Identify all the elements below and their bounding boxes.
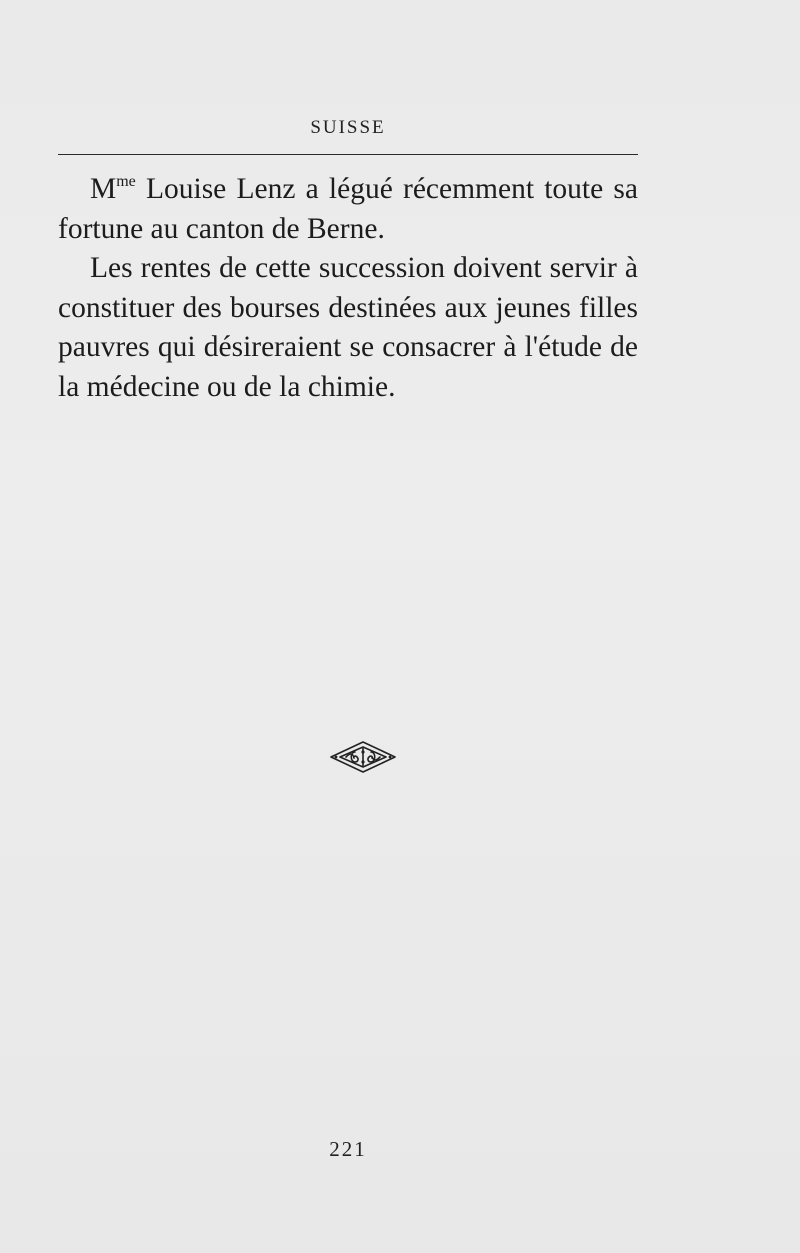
fleuron-icon xyxy=(328,739,398,775)
title-abbrev: M xyxy=(90,173,117,205)
paragraph-2: Les rentes de cette succession doivent servir à constituer des bourses destinées aux jeunes filles pauvres qui désireraient se consacrer à l'étude de la médecine ou de la chimie. xyxy=(58,252,638,403)
title-abbrev-sup: me xyxy=(116,173,136,190)
paragraph-1 xyxy=(58,170,638,249)
header-rule xyxy=(58,154,638,155)
paragraph-1-text: Louise Lenz a légué récemment toute sa fortune au canton de Berne. xyxy=(58,173,638,245)
running-head: SUISSE xyxy=(310,117,386,138)
body-text xyxy=(58,170,638,408)
page-number: 221 xyxy=(329,1137,367,1161)
